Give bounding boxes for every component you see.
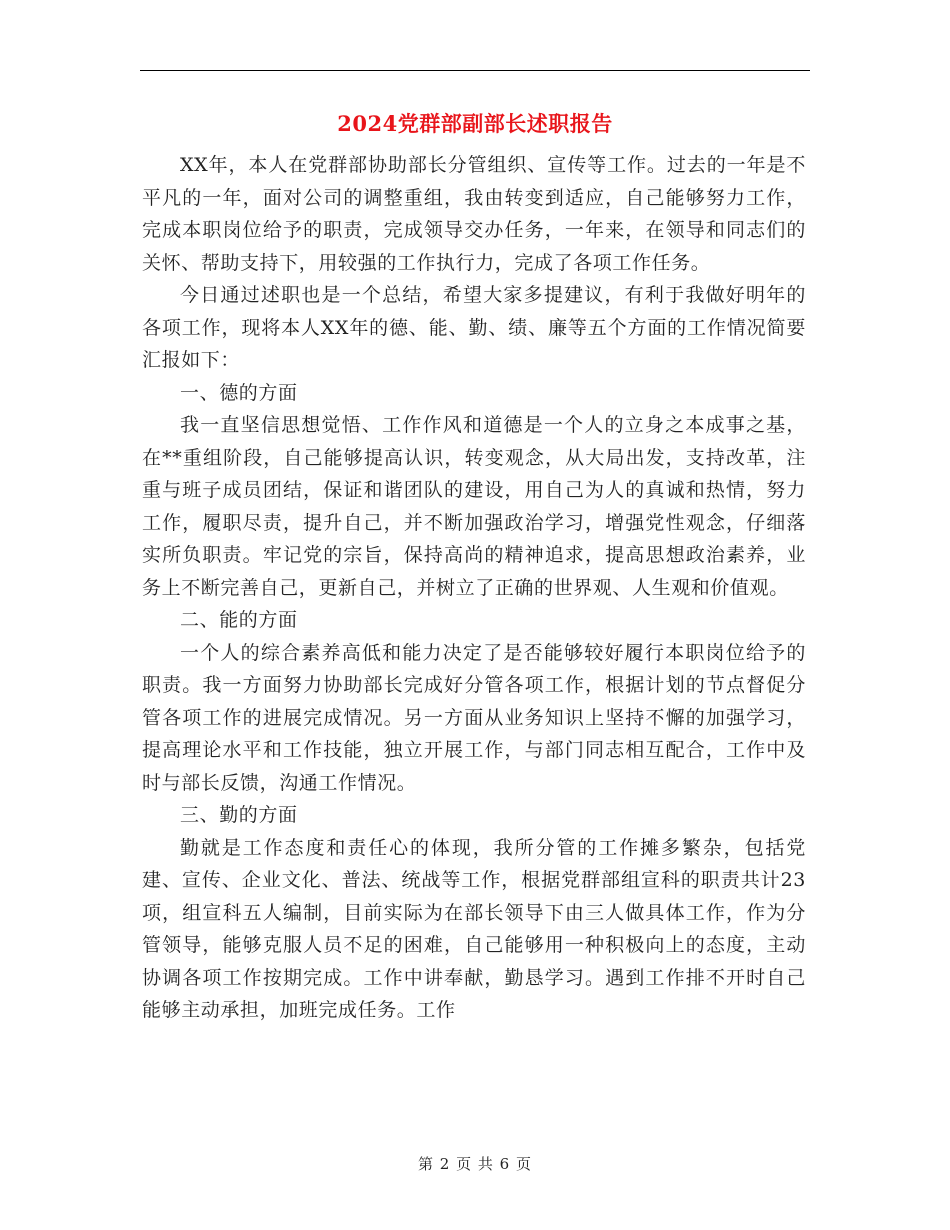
section-heading-diligence: 三、勤的方面: [180, 804, 298, 826]
paragraph-diligence: 勤就是工作态度和责任心的体现，我所分管的工作摊多繁杂，包括党建、宣传、企业文化、普法、统战等工作，根据党群部组宣科的职责共计23项，组宣科五人编制，目前实际为在部长领导下由三人做具体工作，作为分管领导，能够克服人员不足的困难，自己能够用一种积极向上的态度，主动协调各项工作按期完成。工作中讲奉献，勤恳学习。遇到工作排不开时自己能够主动承担，加班完成任务。工作: [142, 836, 806, 1021]
footer-page-number: 2: [439, 1155, 451, 1173]
paragraph-ability: 一个人的综合素养高低和能力决定了是否能够较好履行本职岗位给予的职责。我一方面努力协助部长完成好分管各项工作，根据计划的节点督促分管各项工作的进展完成情况。另一方面从业务知识上坚持不懈的加强学习，提高理论水平和工作技能，独立开展工作，与部门同志相互配合，工作中及时与部长反馈，沟通工作情况。: [142, 641, 806, 794]
footer-middle: 页 共: [456, 1155, 494, 1173]
footer-prefix: 第: [417, 1155, 434, 1173]
document-title: 2024党群部副部长述职报告: [337, 111, 613, 136]
section-heading-ability: 二、能的方面: [180, 609, 298, 631]
paragraph-intro: XX年，本人在党群部协助部长分管组织、宣传等工作。过去的一年是不平凡的一年，面对公司的调整重组，我由转变到适应，自己能够努力工作，完成本职岗位给予的职责，完成领导交办任务，一年来，在领导和同志们的关怀、帮助支持下，用较强的工作执行力，完成了各项工作任务。: [142, 154, 806, 274]
page-footer: [0, 1153, 950, 1174]
paragraph-virtue: 我一直坚信思想觉悟、工作作风和道德是一个人的立身之本成事之基，在**重组阶段，自己能够提高认识，转变观念，从大局出发，支持改革，注重与班子成员团结，保证和谐团队的建设，用自己为人的真诚和热情，努力工作，履职尽责，提升自己，并不断加强政治学习，增强党性观念，仔细落实所负职责。牢记党的宗旨，保持高尚的精神追求，提高思想政治素养，业务上不断完善自己，更新自己，并树立了正确的世界观、人生观和价值观。: [142, 414, 806, 599]
document-body: [142, 149, 806, 1027]
footer-suffix: 页: [516, 1155, 533, 1173]
header-rule: [140, 70, 810, 71]
paragraph-summary: 今日通过述职也是一个总结，希望大家多提建议，有利于我做好明年的各项工作，现将本人XX年的德、能、勤、绩、廉等五个方面的工作情况简要汇报如下：: [142, 284, 806, 371]
footer-total-pages: 6: [499, 1155, 511, 1173]
section-heading-virtue: 一、德的方面: [180, 381, 298, 404]
